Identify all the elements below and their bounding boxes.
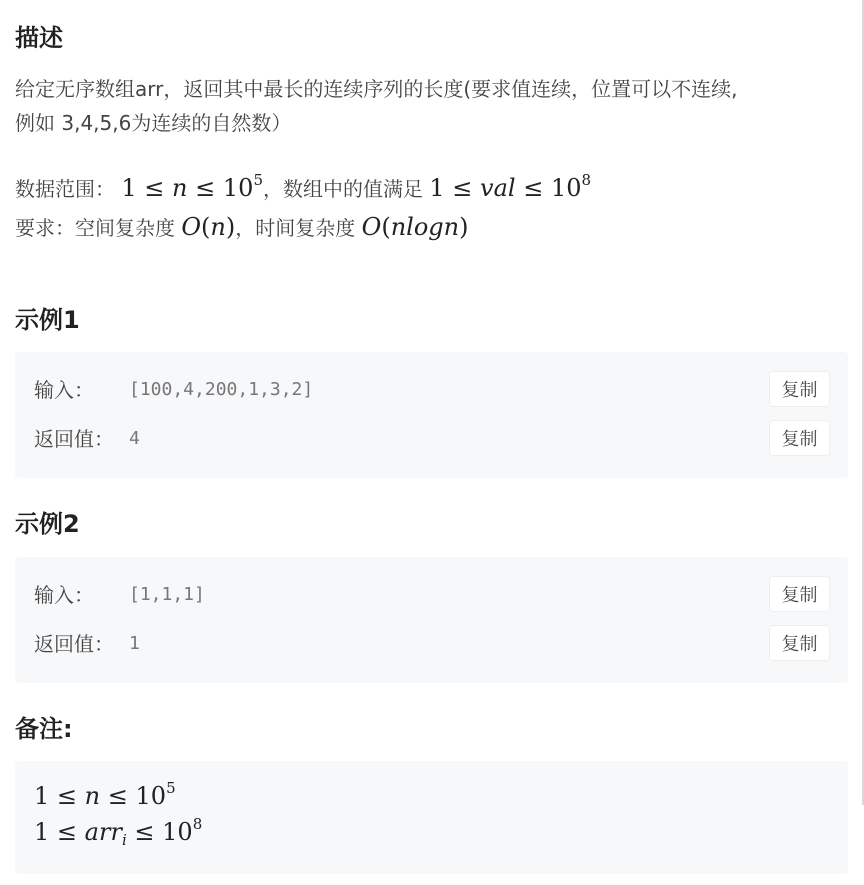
data-range-line — [15, 172, 591, 205]
formula-n: n — [172, 174, 188, 202]
formula-val: val — [480, 174, 516, 202]
formula-lparen: ( — [201, 213, 211, 241]
formula-subscript: i — [121, 831, 127, 849]
example-1-input-label: 输入： — [34, 378, 94, 402]
example-1-output-label: 返回值： — [34, 427, 114, 451]
example-1-output-row — [34, 421, 829, 457]
val-range-formula — [429, 171, 592, 202]
example-1-output-copy-button[interactable]: 复制 — [770, 421, 829, 455]
formula-exponent: 5 — [253, 171, 263, 189]
example-2-output-value: 1 — [129, 633, 140, 654]
formula-ten: 10 — [135, 782, 167, 810]
formula-arr: arr — [84, 818, 122, 846]
notes-box — [15, 761, 848, 874]
formula-leq: ≤ — [134, 818, 155, 846]
formula-exponent: 8 — [581, 171, 592, 189]
formula-one: 1 — [34, 818, 50, 846]
example-1-title: 示例1 — [15, 306, 80, 334]
example-2-input-row — [34, 577, 829, 613]
example-2-output-copy-button[interactable]: 复制 — [770, 626, 829, 660]
time-complexity-formula — [362, 213, 469, 241]
formula-arg: n — [210, 213, 226, 241]
example-2-output-label: 返回值： — [34, 632, 114, 656]
formula-n: n — [84, 782, 101, 810]
formula-exponent: 5 — [166, 779, 176, 797]
formula-ten: 10 — [550, 174, 582, 202]
formula-ten: 10 — [162, 818, 193, 846]
example-1-box — [15, 352, 848, 478]
data-range-mid: ，数组中的值满足 — [262, 177, 423, 201]
requirement-mid: ，时间复杂度 — [235, 216, 356, 240]
formula-lparen: ( — [381, 213, 391, 241]
notes-formula-arr — [34, 817, 202, 847]
formula-arg: nlogn — [390, 213, 460, 241]
example-2-box — [15, 557, 848, 683]
example-2-output-row — [34, 626, 829, 662]
formula-rparen: ) — [225, 213, 236, 241]
formula-leq: ≤ — [523, 174, 544, 202]
description-line-1: 给定无序数组arr，返回其中最长的连续序列的长度(要求值连续，位置可以不连续, — [15, 77, 738, 101]
formula-leq: ≤ — [107, 782, 128, 810]
example-1-input-row — [34, 372, 829, 408]
requirement-line — [15, 211, 468, 244]
data-range-label: 数据范围： — [15, 177, 115, 201]
description-title: 描述 — [15, 24, 63, 52]
example-1-output-value: 4 — [129, 428, 140, 449]
notes-formula-n — [34, 781, 176, 811]
formula-leq: ≤ — [56, 818, 78, 846]
requirement-label: 要求：空间复杂度 — [15, 216, 175, 240]
formula-big-o: O — [361, 213, 382, 241]
space-complexity-formula — [181, 213, 235, 241]
formula-ten: 10 — [222, 174, 254, 202]
example-2-title: 示例2 — [15, 510, 80, 538]
notes-title: 备注: — [15, 715, 73, 743]
formula-rparen: ) — [459, 213, 469, 241]
example-2-input-value: [1,1,1] — [129, 584, 205, 605]
example-1-input-copy-button[interactable]: 复制 — [770, 372, 829, 406]
formula-leq: ≤ — [144, 174, 165, 202]
formula-leq: ≤ — [195, 174, 216, 202]
n-range-formula — [121, 171, 263, 202]
description-line-2: 例如 3,4,5,6为连续的自然数） — [15, 111, 292, 135]
formula-exponent: 8 — [192, 815, 203, 833]
formula-one: 1 — [34, 782, 50, 810]
example-2-input-copy-button[interactable]: 复制 — [770, 577, 829, 611]
example-2-input-label: 输入： — [34, 583, 94, 607]
example-1-input-value: [100,4,200,1,3,2] — [129, 379, 314, 400]
formula-leq: ≤ — [452, 174, 473, 202]
formula-one: 1 — [121, 174, 137, 202]
formula-one: 1 — [429, 174, 445, 202]
formula-big-o: O — [181, 213, 202, 241]
formula-leq: ≤ — [56, 782, 78, 810]
